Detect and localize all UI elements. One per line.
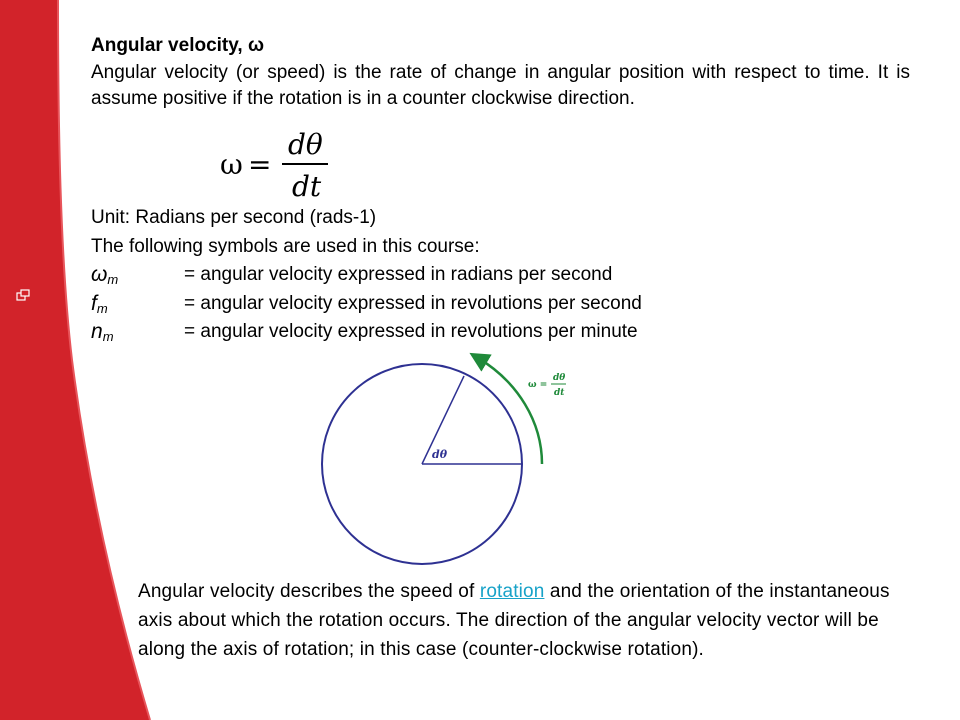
formula-equals: = <box>248 148 272 181</box>
formula-numerator: dθ <box>288 130 323 161</box>
symbol-row-omega <box>91 262 911 290</box>
symbol-n-m: $n_m$ <box>91 320 114 344</box>
slide-navigation-icon[interactable] <box>16 289 30 301</box>
rotation-diagram <box>318 352 598 572</box>
symbol-omega-m: $\omega_m$ <box>91 263 119 287</box>
symbol-description: = angular velocity expressed in revolutions per minute <box>184 321 638 342</box>
formula-omega: ω <box>220 148 243 181</box>
definition-paragraph: Angular velocity (or speed) is the rate of change in angular position with respect to time. It is assume positive if the rotation is in a counter clockwise direction. <box>91 62 910 109</box>
explanation-caption <box>138 577 918 664</box>
rotation-link[interactable]: rotation <box>479 581 545 602</box>
symbol-row-n <box>91 319 911 347</box>
rotation-arrow <box>478 358 542 464</box>
caption-text-before: Angular velocity describes the speed of <box>138 581 480 602</box>
symbol-description: = angular velocity expressed in radians per second <box>184 264 613 285</box>
angle-label: dθ <box>432 448 448 461</box>
slide-heading: Angular velocity, ω <box>91 35 265 56</box>
angular-velocity-formula <box>210 130 350 200</box>
unit-line: Unit: Radians per second (rads-1) <box>91 207 377 228</box>
diagram-formula-numerator: dθ <box>553 373 566 383</box>
symbol-row-f <box>91 291 911 319</box>
diagram-formula-denominator: dt <box>554 388 565 398</box>
caption-text-after: and the orientation of the instantaneous axis about which the rotation occurs. The direction of the angular velocity vector will be along the axis of rotation; in this case (counter-clockwise rotation). <box>138 581 890 660</box>
diagram-formula-lhs: ω = <box>528 380 548 390</box>
symbol-description: = angular velocity expressed in revolutions per second <box>184 293 642 314</box>
symbols-intro: The following symbols are used in this course: <box>91 236 480 257</box>
symbol-f-m: $f_m$ <box>91 292 108 316</box>
formula-denominator: dt <box>292 170 322 200</box>
